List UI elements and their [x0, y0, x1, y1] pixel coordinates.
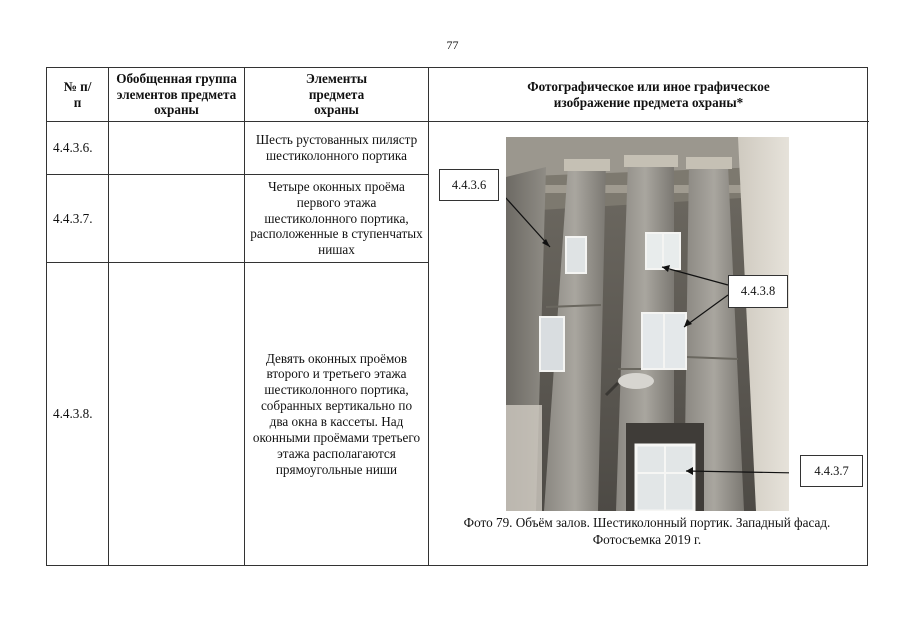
column-divider [428, 68, 429, 565]
photo-caption: Фото 79. Объём залов. Шестиколонный портик. Западный фасад. Фотосъемка 2019 г. [463, 515, 831, 548]
row-element: Четыре оконных проёма первого этажа шестиколонного портика, расположенные в ступенчатых нишах [250, 178, 423, 258]
row-element: Девять оконных проёмов второго и третьего этажа шестиколонного портика, собранных вертикально по два окна в кассеты. Над оконными проёмами третьего этажа располагаются прямоугольные ниши [252, 350, 421, 477]
row-group [109, 263, 244, 565]
callout-label-b: 4.4.3.8 [728, 275, 788, 308]
row-num: 4.4.3.7. [53, 210, 93, 226]
row-group [109, 175, 244, 262]
header-num: № п/п [63, 78, 92, 110]
page-number: 77 [446, 38, 459, 52]
row-element: Шесть рустованных пилястр шестиколонного портика [255, 132, 418, 163]
row-num: 4.4.3.8. [53, 406, 93, 422]
row-group [109, 122, 244, 174]
portico-photo [506, 137, 789, 511]
callout-label-c: 4.4.3.7 [800, 455, 863, 487]
header-elements: Элементы предмета охраны [305, 70, 368, 118]
callout-label-a: 4.4.3.6 [439, 169, 499, 201]
header-group: Обобщенная группа элементов предмета охраны [116, 70, 237, 118]
row-num: 4.4.3.6. [53, 140, 93, 156]
header-image: Фотографическое или иное графическое изображение предмета охраны* [527, 78, 770, 110]
